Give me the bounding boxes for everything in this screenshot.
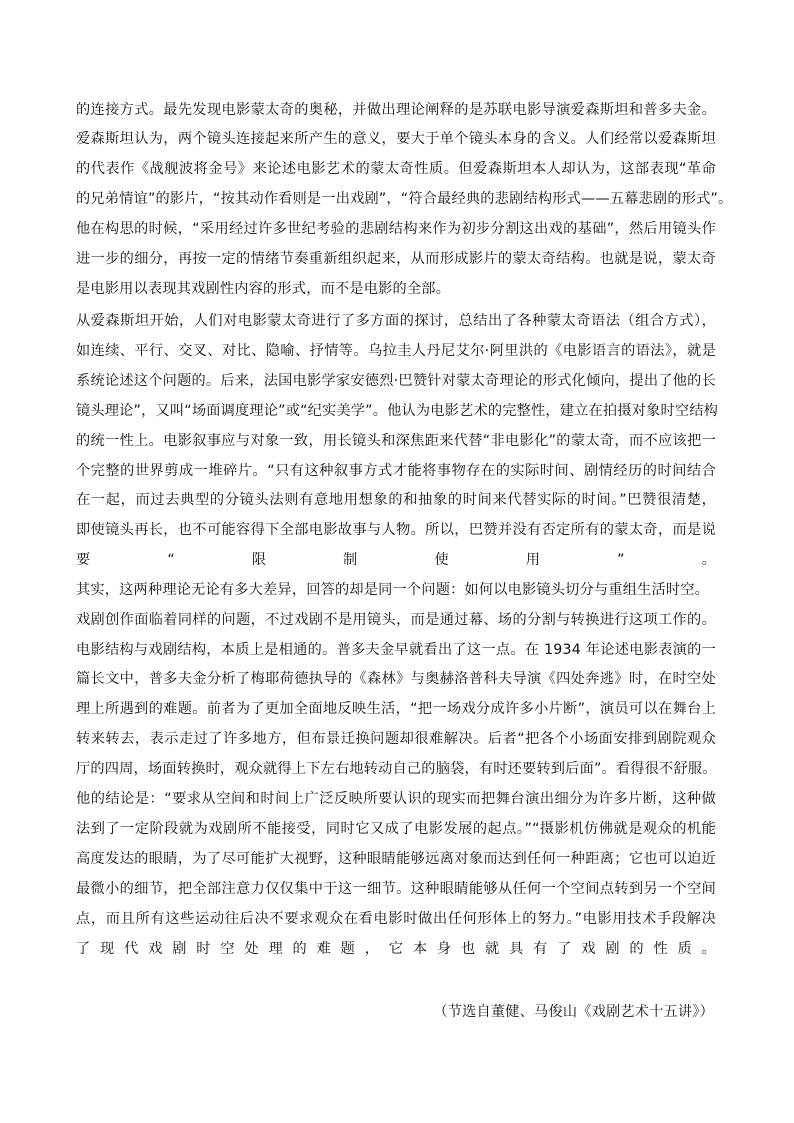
text-line: 电影结构与戏剧结构，本质上是相通的。普多夫金早就看出了这一点。在 1934 年论述电影表演的一 — [76, 642, 716, 658]
text-line: 篇长文中，普多夫金分析了梅耶荷德执导的《森林》与奥赫洛普科夫导演《四处奔逃》时，在时空处 — [76, 671, 716, 687]
text-line: 了现代戏剧时空处理的难题，它本身也就具有了戏剧的性质。 — [76, 941, 716, 957]
text-line: 他的结论是：“要求从空间和时间上广泛反映所要认识的现实而把舞台演出细分为许多片断，这种做 — [76, 791, 716, 807]
text-line: 的兄弟情谊”的影片，“按其动作看则是一出戏剧”，“符合最经典的悲剧结构形式——五幕悲剧的形式”。 — [76, 191, 733, 207]
text-line: 镜头理论”，又叫“场面调度理论”或“纪实美学”。他认为电影艺术的完整性，建立在拍摄对象时空结构 — [76, 403, 719, 419]
text-line: 戏剧创作面临着同样的问题，不过戏剧不是用镜头，而是通过幕、场的分割与转换进行这项工作的。 — [76, 612, 716, 628]
text-line: 他在构思的时候，“采用经过许多世纪考验的悲剧结构来作为初步分割这出戏的基础”，然后用镜头作 — [76, 221, 716, 237]
text-line: 法到了一定阶段就为戏剧所不能接受，同时它又成了电影发展的起点。”“摄影机仿佛就是观众的机能 — [76, 821, 716, 837]
text-line: 的连接方式。最先发现电影蒙太奇的奥秘，并做出理论阐释的是苏联电影导演爱森斯坦和普多夫金。 — [76, 102, 716, 118]
text-line: 进一步的细分，再按一定的情绪节奏重新组织起来，从而形成影片的蒙太奇结构。也就是说，蒙太奇 — [76, 251, 716, 267]
text-line: 爱森斯坦认为，两个镜头连接起来所产生的意义，要大于单个镜头本身的含义。人们经常以爱森斯坦 — [76, 131, 716, 147]
text-line: 最微小的细节，把全部注意力仅仅集中于这一细节。这种眼睛能够从任何一个空间点转到另一个空间 — [76, 881, 716, 897]
text-line: 高度发达的眼睛，为了尽可能扩大视野，这种眼睛能够远离对象而达到任何一种距离；它也可以迫近 — [76, 851, 716, 867]
text-line: 理上所遇到的难题。前者为了更加全面地反映生活，“把一场戏分成许多小片断”，演员可以在舞台上 — [76, 701, 716, 717]
text-line: 厅的四周，场面转换时，观众就得上下左右地转动自己的脑袋，有时还要转到后面”。看得很不舒服。 — [76, 761, 717, 777]
text-line: 是电影用以表现其戏剧性内容的形式，而不是电影的全部。 — [76, 281, 451, 297]
text-line: 其实，这两种理论无论有多大差异，回答的却是同一个问题：如何以电影镜头切分与重组生活时空。 — [76, 582, 710, 598]
text-line: 转来转去，表示走过了许多地方，但布景迁换问题却很难解决。后者“把各个小场面安排到剧院观众 — [76, 731, 716, 747]
text-line: 如连续、平行、交叉、对比、隐喻、抒情等。乌拉圭人丹尼艾尔·阿里洪的《电影语言的语法》，就是 — [76, 343, 716, 359]
text-line: 个完整的世界剪成一堆碎片。“只有这种叙事方式才能将事物存在的实际时间、剧情经历的时间结合 — [76, 463, 716, 479]
text-line: 要“限制使用”。 — [76, 552, 716, 568]
text-line: 点，而且所有这些运动往后决不要求观众在看电影时做出任何形体上的努力。”电影用技术手段解决 — [76, 911, 716, 927]
text-line: 系统论述这个问题的。后来，法国电影学家安德烈·巴赞针对蒙太奇理论的形式化倾向，提出了他的长 — [76, 373, 716, 389]
text-line: 即使镜头再长，也不可能容得下全部电影故事与人物。所以，巴赞并没有否定所有的蒙太奇，而是说 — [76, 522, 716, 538]
text-line: 在一起，而过去典型的分镜头法则有意地用想象的和抽象的时间来代替实际的时间。”巴赞很清楚， — [76, 492, 716, 508]
text-line: 从爱森斯坦开始，人们对电影蒙太奇进行了多方面的探讨，总结出了各种蒙太奇语法（组合方式）， — [76, 313, 716, 329]
source-citation: （节选自董健、马俊山《戏剧艺术十五讲》） — [433, 1004, 714, 1020]
text-line: 的代表作《战舰波将金号》来论述电影艺术的蒙太奇性质。但爱森斯坦本人却认为，这部表现“革命 — [76, 161, 716, 177]
text-line: 的统一性上。电影叙事应与对象一致，用长镜头和深焦距来代替“非电影化”的蒙太奇，而不应该把一 — [76, 433, 716, 449]
